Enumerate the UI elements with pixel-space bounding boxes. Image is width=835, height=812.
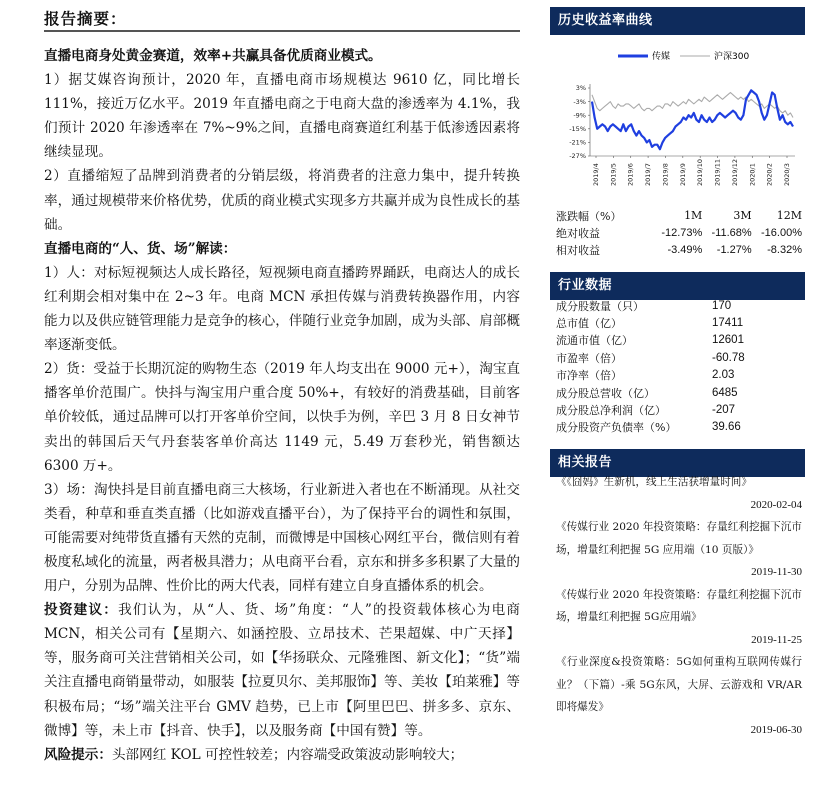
returns-row-relative <box>556 241 802 258</box>
returns-cell: -12.73% <box>661 226 703 239</box>
return-curve-svg <box>550 38 805 188</box>
returns-header-label: 涨跌幅（%） <box>556 209 622 223</box>
risk-text: 头部网红 KOL 可控性较差；内容端受政策波动影响较大； <box>111 746 464 763</box>
returns-cell: -8.32% <box>767 243 802 256</box>
returns-row-absolute <box>556 224 802 241</box>
x-tick-label: 2020/3 <box>783 163 791 186</box>
paragraph-risk <box>44 743 520 767</box>
industry-label: 市净率（倍） <box>556 369 622 383</box>
y-tick-label: -9% <box>573 111 586 120</box>
returns-header-1m: 1M <box>684 209 703 222</box>
summary-body <box>44 44 520 767</box>
paragraph-investment-advice <box>44 598 520 743</box>
related-report-title[interactable]: 《传媒行业 2020 年投资策略：存量红利挖掘下沉市场，增量红利把握 5G 应用端（10 页版）》 <box>556 521 802 556</box>
y-tick-label: -21% <box>569 138 586 147</box>
related-report-title[interactable]: 《《囧妈》生新机，线上生活获增量时间》 <box>556 476 752 488</box>
x-tick-label: 2019/7 <box>644 163 653 186</box>
industry-data-title: 行业数据 <box>550 272 805 300</box>
related-report-item[interactable] <box>556 651 802 741</box>
x-tick-label: 2019/8 <box>661 163 670 186</box>
industry-row <box>556 384 802 401</box>
series-line-media <box>592 90 793 149</box>
industry-label: 成分股总净利润（亿） <box>556 404 666 418</box>
industry-label: 流通市值（亿） <box>556 334 633 348</box>
summary-title: 报告摘要： <box>44 9 127 28</box>
industry-row <box>556 349 802 366</box>
returns-cell: -11.68% <box>711 226 752 239</box>
industry-label: 成分股资产负债率（%） <box>556 421 677 435</box>
x-tick-label: 2019/4 <box>592 163 600 186</box>
x-tick-label: 2019/11 <box>713 158 722 186</box>
related-report-item[interactable] <box>556 584 802 652</box>
x-tick-label: 2020/2 <box>765 163 774 186</box>
returns-header-12m: 12M <box>776 209 802 222</box>
chart-section-header: 历史收益率曲线 <box>550 7 805 35</box>
x-tick-label: 2020/1 <box>748 163 757 186</box>
y-tick-label: -3% <box>573 97 586 106</box>
industry-row <box>556 419 802 436</box>
paragraph-market-size: 1）据艾媒咨询预计，2020 年，直播电商市场规模达 9610 亿，同比增长 111%，接近万亿水平。2019 年直播电商之于电商大盘的渗透率为 4.1%，我们预计 2020 年渗透率在 7%~9%之间，直播电商赛道红利基于低渗透因素将继续显现。 <box>44 72 520 161</box>
related-report-date: 2019-11-25 <box>751 633 802 646</box>
related-report-item[interactable] <box>556 471 802 516</box>
related-report-date: 2020-02-04 <box>750 498 802 511</box>
industry-row <box>556 332 802 349</box>
returns-cell: -1.27% <box>716 243 752 256</box>
industry-row <box>556 314 802 331</box>
risk-lead: 风险提示： <box>44 746 112 763</box>
investment-advice-text: 我们认为，从“人、货、场”角度：“人”的投资载体核心为电商 MCN，相关公司有【星期六、如涵控股、立昂技术、芒果超媒、中广天择】等，服务商可关注营销相关公司，如【华扬联众、元隆雅图、新文化】；“货”端关注直播电商销量带动，如服装【拉夏贝尔、美邦服饰】等、美妆【珀莱雅】等积极布局；“场”端关注平台 GMV 趋势，已上市【阿里巴巴、拼多多、京东、微博】等，未上市【抖音、快手】，以及服务商【中国有赞】等。 <box>44 602 521 739</box>
related-report-title[interactable]: 《行业深度&投资策略：5G如何重构互联网传媒行业？（下篇）-乘 5G东风，大屏、云游戏和 VR/AR即将爆发》 <box>556 656 802 713</box>
x-tick-label: 2019/9 <box>678 163 687 186</box>
industry-value: 39.66 <box>712 421 741 434</box>
returns-header-row <box>556 207 802 224</box>
related-reports-title: 相关报告 <box>550 449 805 477</box>
industry-data-section-header <box>550 272 805 300</box>
industry-value: 12601 <box>712 334 744 347</box>
related-reports-list <box>556 471 802 741</box>
report-summary <box>44 8 521 763</box>
returns-cell: -3.49% <box>667 243 703 256</box>
industry-row <box>556 401 802 418</box>
returns-cell: -16.00% <box>761 226 802 239</box>
y-tick-label: 3% <box>575 84 586 93</box>
x-tick-label: 2019/6 <box>626 163 635 186</box>
related-report-date: 2019-11-30 <box>751 566 802 578</box>
industry-value: -60.78 <box>712 351 745 364</box>
paragraph-venue: 3）场：淘快抖是目前直播电商三大核场，行业新进入者也在不断涌现。从社交类看，种草和垂直类直播（比如游戏直播平台），为了保持平台的调性和氛围，可能需要对纯带货直播有天然的克制，而微博是中国核心网红平台，微信则有着极度私域化的流量，两者极具潜力；从电商平台看，京东和拼多多积累了大量的用户，分别为品牌、性价比的两大代表，同样有建立自身直播体系的机会。 <box>44 481 520 595</box>
industry-value: -207 <box>712 404 736 417</box>
x-tick-label: 2019/5 <box>609 163 618 186</box>
x-tick-label: 2019/10 <box>696 158 705 186</box>
industry-label: 市盈率（倍） <box>556 351 622 365</box>
legend-series1-label: 传媒 <box>652 52 671 62</box>
related-report-date: 2019-06-30 <box>750 723 802 736</box>
related-report-title[interactable]: 《传媒行业 2020 年投资策略：存量红利挖掘下沉市场，增量红利把握 5G应用端》 <box>556 588 802 623</box>
returns-table <box>556 207 802 258</box>
industry-row <box>556 367 802 384</box>
returns-row-label: 相对收益 <box>556 243 600 257</box>
industry-data-table <box>556 297 802 436</box>
legend-series2-label: 沪深300 <box>714 52 750 62</box>
industry-label: 总市值（亿） <box>556 317 622 331</box>
heading-people-goods-venue: 直播电商的“人、货、场”解读： <box>44 240 237 257</box>
returns-row-label: 绝对收益 <box>556 226 600 240</box>
industry-value: 6485 <box>712 386 738 399</box>
returns-header-3m: 3M <box>733 209 752 222</box>
heading-golden-track: 直播电商身处黄金赛道，效率+共赢具备优质商业模式。 <box>44 48 382 64</box>
investment-advice-lead: 投资建议： <box>44 602 119 619</box>
paragraph-business-model: 2）直播缩短了品牌到消费者的分销层级，将消费者的注意力集中，提升转换率，通过规模带来价格优势，优质的商业模式实现多方共赢并成为良性成长的基础。 <box>44 168 520 233</box>
y-tick-label: -27% <box>569 152 586 161</box>
industry-value: 17411 <box>712 317 744 330</box>
industry-label: 成分股数量（只） <box>556 299 644 313</box>
industry-value: 2.03 <box>712 369 735 382</box>
industry-label: 成分股总营收（亿） <box>556 386 655 400</box>
industry-row <box>556 297 802 314</box>
industry-value: 170 <box>712 299 732 312</box>
related-report-item[interactable] <box>556 516 802 584</box>
y-tick-label: -15% <box>569 125 586 133</box>
title-divider <box>44 30 520 32</box>
x-tick-label: 2019/12 <box>730 158 739 186</box>
paragraph-goods: 2）货：受益于长期沉淀的购物生态（2019 年人均支出在 9000 元+），淘宝直播客单价范围广。快抖与淘宝用户重合度 50%+，有较好的消费基础，目前客单价较低，通过品牌可以打开客单价空间，以快手为例，辛巴 3 月 8 日女神节卖出的韩国后天气丹套装客单价高达 1149 元，5.49 万套秒光，销售额达 6300 万+。 <box>44 361 521 474</box>
return-curve-chart <box>550 38 805 188</box>
paragraph-people: 1）人：对标短视频达人成长路径，短视频电商直播跨界踊跃，电商达人的成长红利期会相对集中在 2~3 年。电商 MCN 承担传媒与消费转换器作用，内容能力以及供应链管理能力是竞争的核心，伴随行业竞争加剧，成为头部、肩部概率逐渐变低。 <box>44 264 520 354</box>
plot-area <box>569 84 795 186</box>
